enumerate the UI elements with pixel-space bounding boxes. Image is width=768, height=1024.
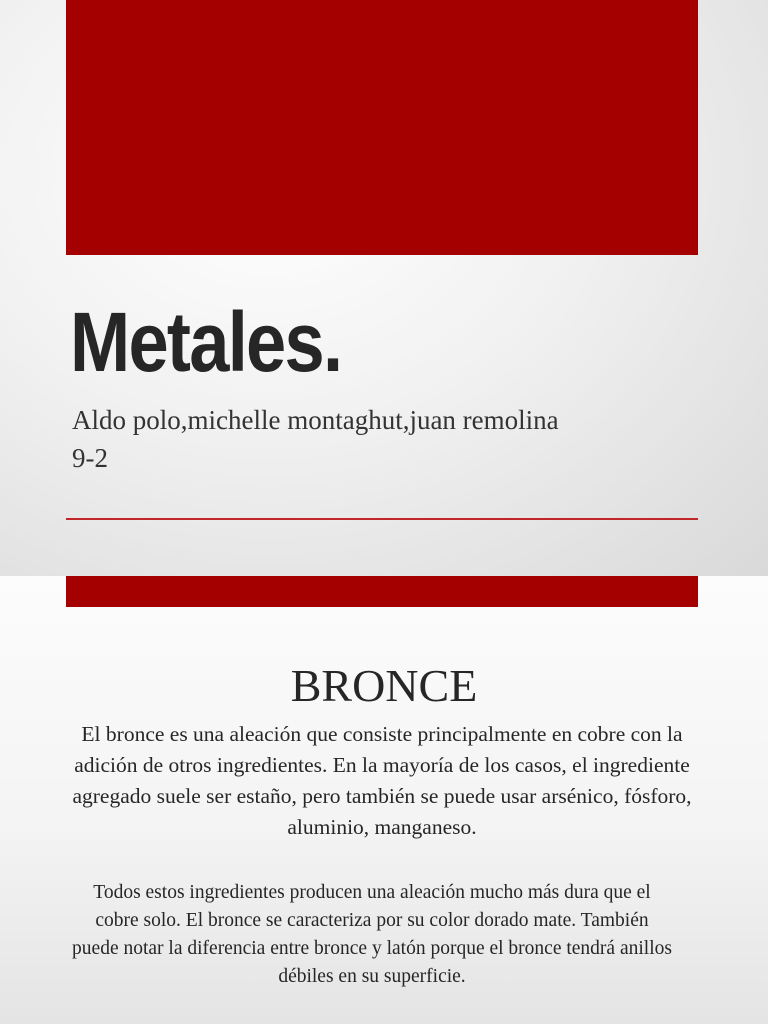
- class-group-text: 9-2: [72, 443, 108, 473]
- slide-heading: BRONCE: [290, 660, 478, 711]
- slide-subtitle: [72, 402, 559, 478]
- body-paragraph-2: Todos estos ingredientes producen una aleación mucho más dura que el cobre solo. El bronce se caracteriza por su color dorado mate. También puede notar la diferencia entre bronce y latón porque el bronce tendrá anillos débiles en su superficie.: [72, 882, 672, 987]
- title-divider-line: [66, 518, 698, 520]
- authors-text: Aldo polo,michelle montaghut,juan remolina: [72, 405, 559, 435]
- slide-title: Metales.: [70, 295, 342, 389]
- bronce-slide-red-banner: [66, 576, 698, 607]
- bronce-slide: [0, 576, 768, 1024]
- body-paragraph-1: El bronce es una aleación que consiste principalmente en cobre con la adición de otros ingredientes. En la mayoría de los casos, el ingrediente agregado suele ser estaño, pero también se puede usar arsénico, fósforo, aluminio, manganeso.: [72, 722, 692, 839]
- title-slide-red-banner: [66, 0, 698, 255]
